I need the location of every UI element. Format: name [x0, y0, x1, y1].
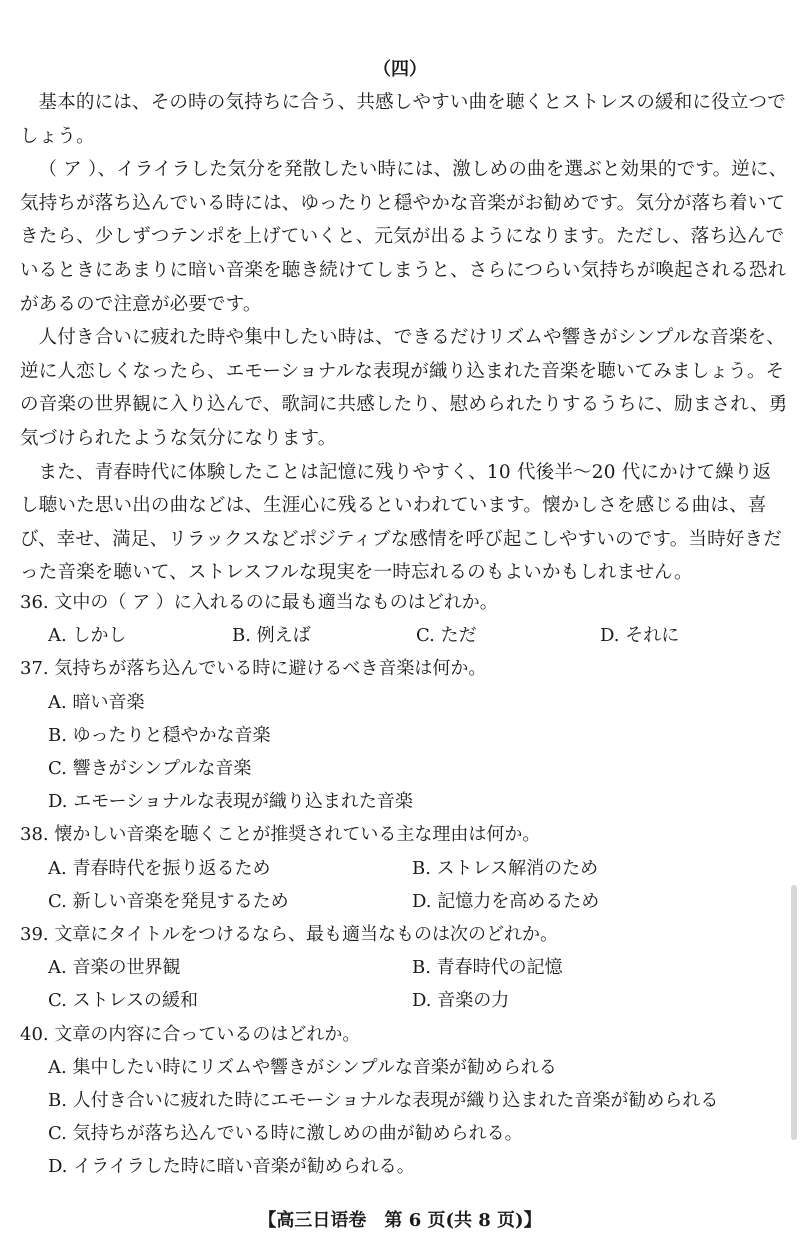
passage-paragraph: 人付き合いに疲れた時や集中したい時は、できるだけリズムや響きがシンプルな音楽を、逆に人恋しくなったら、エモーショナルな表現が織り込まれた音楽を聴いてみましょう。その音楽の世界観に入り込んで、歌詞に共感したり、慰められたりするうちに、励まされ、勇気づけられたような気分になります。 [20, 327, 788, 449]
option-c: C. 響きがシンプルな音楽 [48, 758, 252, 780]
option-a: A. 暗い音楽 [48, 691, 145, 713]
option-d: D. イライラした時に暗い音楽が勧められる。 [48, 1156, 415, 1178]
options-row [20, 852, 790, 885]
option-a: A. 集中したい時にリズムや響きがシンプルな音楽が勧められる [48, 1056, 557, 1078]
options-row [20, 984, 790, 1017]
options-row [20, 951, 790, 984]
reading-passage [20, 86, 790, 590]
question-text: 37. 気持ちが落ち込んでいる時に避けるべき音楽は何か。 [20, 658, 487, 680]
question-text: 38. 懐かしい音楽を聴くことが推奨されている主な理由は何か。 [20, 824, 541, 846]
option-b: B. 例えば [232, 625, 311, 647]
scrollbar[interactable] [791, 885, 797, 1140]
option-a: A. 音楽の世界観 [48, 957, 181, 979]
question-38 [20, 818, 790, 918]
question-list [20, 586, 790, 1184]
question-text: 36. 文中の（ ア ）に入れるのに最も適当なものはどれか。 [20, 592, 498, 613]
question-37 [20, 652, 790, 818]
section-title: （四） [373, 59, 427, 80]
options-row [20, 619, 790, 652]
options-row [20, 885, 790, 918]
option-c: C. 新しい音楽を発見するため [48, 890, 289, 912]
option-a: A. しかし [48, 625, 127, 647]
passage-paragraph: また、青春時代に体験したことは記憶に残りやすく、10 代後半～20 代にかけて繰り返し聴いた思い出の曲などは、生涯心に残るといわれています。懐かしさを感じる曲は、喜び、幸せ、満足、リラックスなどポジティブな感情を呼び起こしやすいのです。当時好きだった音楽を聴いて、ストレスフルな現実を一時忘れるのもよいかもしれません。 [20, 461, 782, 584]
question-text: 40. 文章の内容に合っているのはどれか。 [20, 1023, 361, 1045]
option-b: B. ストレス解消のため [412, 857, 599, 879]
question-36 [20, 586, 790, 652]
option-b: B. 青春時代の記憶 [412, 957, 563, 979]
option-d: D. それに [600, 625, 680, 647]
option-d: D. 記憶力を高めるため [412, 890, 600, 912]
option-c: C. ストレスの緩和 [48, 990, 199, 1012]
passage-paragraph: 基本的には、その時の気持ちに合う、共感しやすい曲を聴くとストレスの緩和に役立つでしょう。 [20, 92, 786, 147]
option-c: C. ただ [416, 625, 477, 647]
option-c: C. 気持ちが落ち込んでいる時に激しめの曲が勧められる。 [48, 1123, 523, 1145]
option-d: D. エモーショナルな表現が織り込まれた音楽 [48, 791, 413, 813]
question-40 [20, 1018, 790, 1184]
option-b: B. 人付き合いに疲れた時にエモーショナルな表現が織り込まれた音楽が勧められる [48, 1090, 719, 1112]
passage-paragraph: （ ア ）、イライラした気分を発散したい時には、激しめの曲を選ぶと効果的です。逆に、気持ちが落ち込んでいる時には、ゆったりと穏やかな音楽がお勧めです。気分が落ち着いてきたら、少しずつテンポを上げていくと、元気が出るようになります。ただし、落ち込んでいるときにあまりに暗い音楽を聴き続けてしまうと、さらにつらい気持ちが喚起される恐れがあるので注意が必要です。 [20, 159, 788, 315]
question-text: 39. 文章にタイトルをつけるなら、最も適当なものは次のどれか。 [20, 924, 558, 946]
page-footer: 【高三日语卷 第 6 页(共 8 页)】 [258, 1210, 542, 1231]
option-d: D. 音楽の力 [412, 990, 510, 1012]
option-b: B. ゆったりと穏やかな音楽 [48, 724, 271, 746]
option-a: A. 青春時代を振り返るため [48, 857, 271, 879]
question-39 [20, 918, 790, 1018]
